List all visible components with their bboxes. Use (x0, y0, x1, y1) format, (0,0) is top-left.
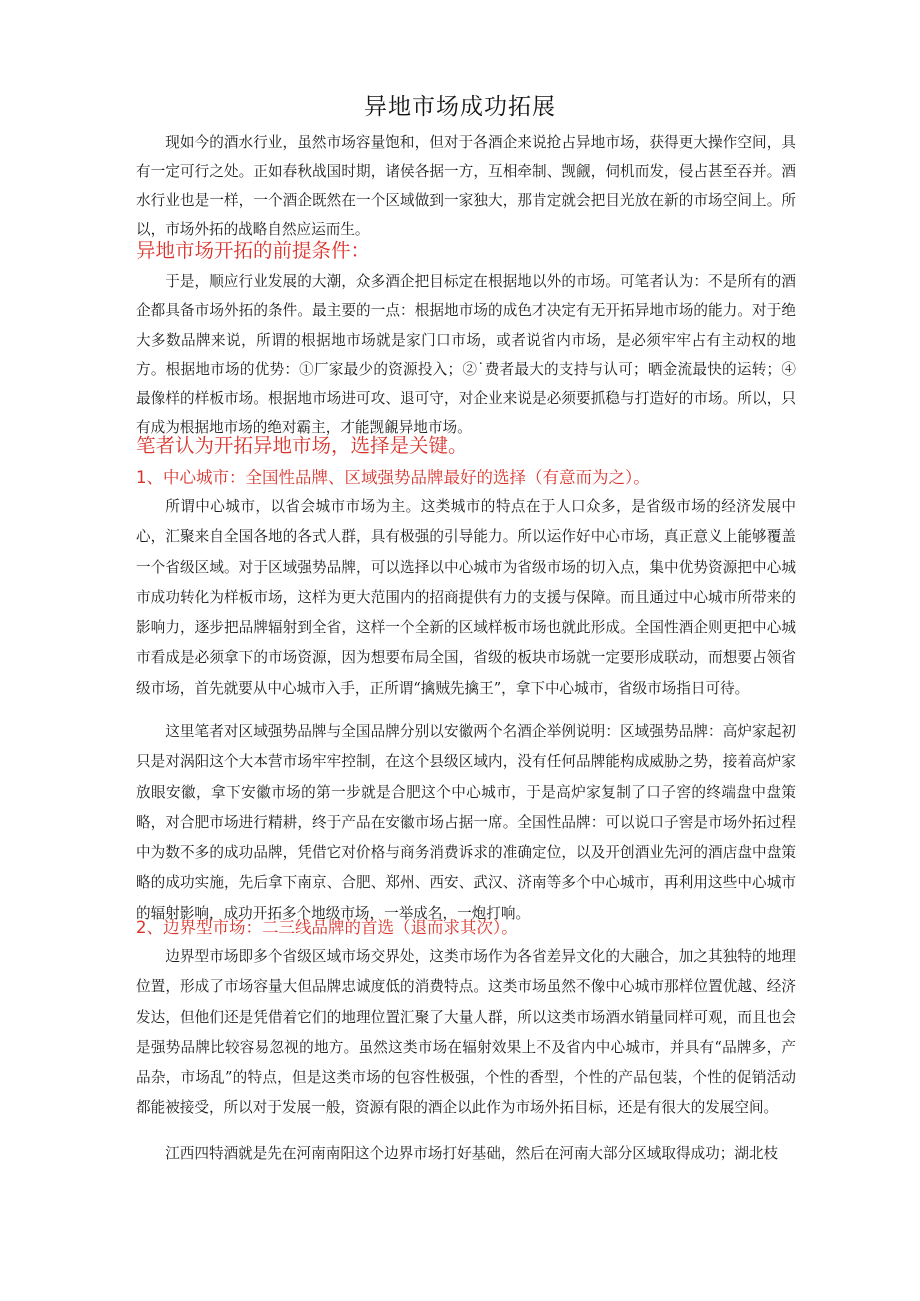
border-market-paragraph-2: 江西四特酒就是先在河南南阳这个边界市场打好基础，然后在河南大部分区域取得成功；湖北枝 (165, 1145, 779, 1162)
border-market-heading: 2、边界型市场：二三线品牌的首选（退而求其次）。 (136, 918, 518, 937)
intro-paragraph: 现如今的酒水行业，虽然市场容量饱和，但对于各酒企来说抢占异地市场，获得更大操作空间，具有一定可行之处。正如春秋战国时期，诸侯各据一方，互相牵制、觊觎，伺机而发，侵占甚至吞并。酒水行业也是一样，一个酒企既然在一个区域做到一家独大，那肯定就会把目光放在新的市场空间上。所以，市场外拓的战略自然应运而生。 (136, 134, 796, 238)
premise-paragraph: 于是，顺应行业发展的大潮，众多酒企把目标定在根据地以外的市场。可笔者认为：不是所有的酒企都具备市场外拓的条件。最主要的一点：根据地市场的成色才决定有无开拓异地市场的能力。对于绝大多数品牌来说，所谓的根据地市场就是家门口市场，或者说省内市场，是必须牢牢占有主动权的地方。根据地市场的优势：①厂家最少的资源投入；②˙费者最大的支持与认可；晒金流最快的运转；④最像样的样板市场。根据地市场进可攻、退可守，对企业来说是必须要抓稳与打造好的市场。所以，只有成为根据地市场的绝对霸主，才能觊覦异地市场。 (136, 273, 796, 437)
premise-heading: 异地市场开拓的前提条件： (136, 239, 371, 262)
center-city-paragraph-1: 所谓中心城市，以省会城市市场为主。这类城市的特点在于人口众多，是省级市场的经济发展中心，汇聚来自全国各地的各式人群，具有极强的引导能力。所以运作好中心市场，真正意义上能够覆盖一个省级区域。对于区域强势品牌，可以选择以中心城市为省级市场的切入点，集中优势资源把中心城市成功转化为样板市场，这样为更大范围内的招商提供有力的支援与保障。而且通过中心城市所带来的影响力，逐步把品牌辐射到全省，这样一个全新的区域样板市场也就此形成。全国性酒企则更把中心城市看成是必须拿下的市场资源，因为想要布局全国，省级的板块市场就一定要形成联动，而想要占领省级市场，首先就要从中心城市入手，正所谓“擒贼先擒王”，拿下中心城市，省级市场指日可待。 (136, 498, 796, 697)
center-city-heading: 1、中心城市：全国性品牌、区域强势品牌最好的选择（有意而为之）。 (136, 468, 650, 487)
center-city-paragraph-2: 这里笔者对区域强势品牌与全国品牌分别以安徽两个名酒企举例说明：区域强势品牌：高炉家起初只是对涡阳这个大本营市场牢牢控制，在这个县级区域内，没有任何品牌能构成威胁之势，接着高炉家放眼安徽，拿下安徽市场的第一步就是合肥这个中心城市，于是高炉家复制了口子窖的终端盘中盘策略，对合肥市场进行精耕，终于产品在安徽市场占据一席。全国性品牌：可以说口子窖是市场外拓过程中为数不多的成功品牌，凭借它对价格与商务消费诉求的准确定位，以及开创酒业先河的酒店盘中盘策略的成功实施，先后拿下南京、合肥、郑州、西安、武汉、济南等多个中心城市，再利用这些中心城市的辐射影响，成功开拓多个地级市场，一举成名，一炮打响。 (136, 723, 796, 922)
border-market-paragraph-1: 边界型市场即多个省级区域市场交界处，这类市场作为各省差异文化的大融合，加之其独特的地理位置，形成了市场容量大但品牌忠诚度低的消费特点。这类市场虽然不像中心城市那样位置优越、经济发达，但他们还是凭借着它们的地理位置汇聚了大量人群，所以这类市场酒水销量同样可观，而且也会是强势品牌比较容易忽视的地方。虽然这类市场在辐射效果上不及省内中心城市，并具有“品牌多，产品杂，市场乱”的特点，但是这类市场的包容性极强，个性的香型，个性的产品包装，个性的促销活动都能被接受，所以对于发展一般，资源有限的酒企以此作为市场外拓目标，还是有很大的发展空间。 (136, 948, 796, 1117)
document-title: 异地市场成功拓展 (364, 94, 556, 120)
key-heading: 笔者认为开拓异地市场，选择是关键。 (136, 434, 468, 457)
